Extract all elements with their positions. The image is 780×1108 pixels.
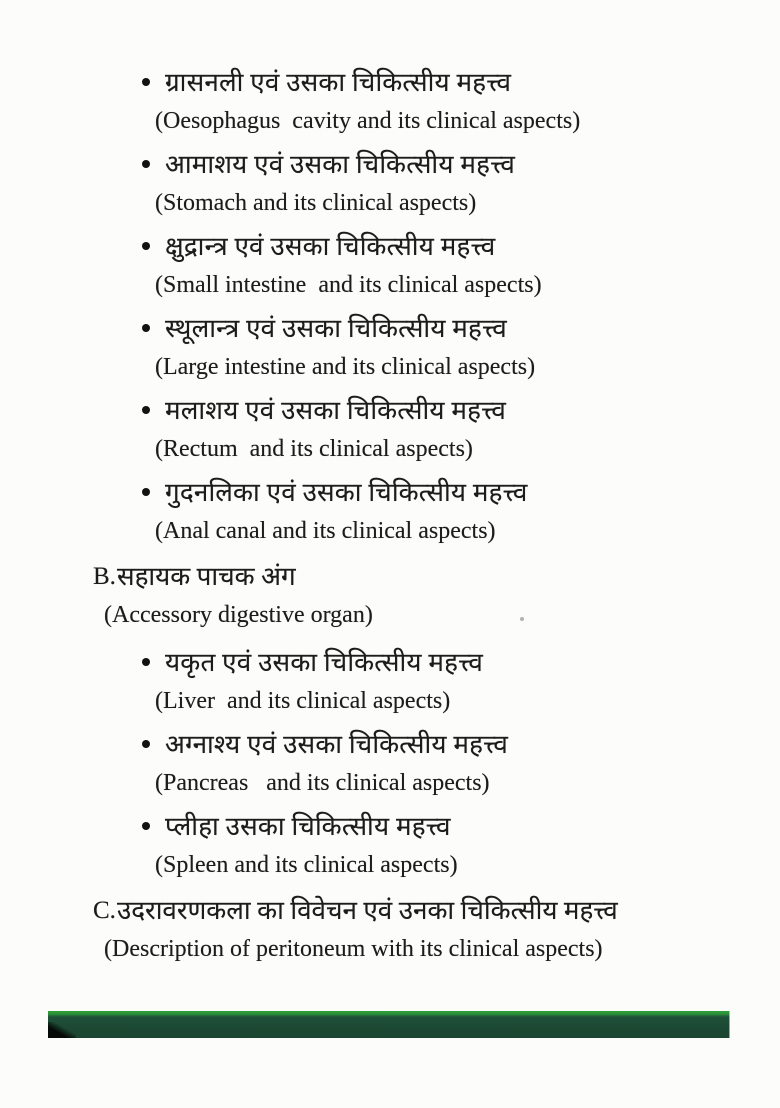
- topic-hindi: ग्रासनली एवं उसका चिकित्सीय महत्त्व: [165, 68, 512, 97]
- topic-english: (Small intestine and its clinical aspects): [155, 272, 542, 298]
- footer-green-bar: [48, 1011, 730, 1038]
- section-letter: B.: [93, 563, 116, 590]
- section-title-hindi: सहायक पाचक अंग: [117, 562, 296, 591]
- section-title-english: (Accessory digestive organ): [104, 602, 373, 628]
- topic-hindi: आमाशय एवं उसका चिकित्सीय महत्त्व: [165, 150, 515, 179]
- topic-english: (Oesophagus cavity and its clinical aspects): [155, 108, 581, 134]
- bullet-icon: [142, 658, 150, 666]
- topic-english: (Rectum and its clinical aspects): [155, 436, 473, 462]
- topic-english: (Large intestine and its clinical aspects): [155, 354, 536, 380]
- topic-english: (Liver and its clinical aspects): [155, 688, 451, 714]
- list-item: [0, 644, 780, 720]
- list-item: [0, 310, 780, 386]
- bullet-icon: [142, 822, 150, 830]
- topic-hindi: स्थूलान्त्र एवं उसका चिकित्सीय महत्त्व: [165, 314, 507, 343]
- topic-hindi: प्लीहा उसका चिकित्सीय महत्त्व: [165, 812, 451, 841]
- topic-hindi: यकृत एवं उसका चिकित्सीय महत्त्व: [165, 648, 484, 677]
- bullet-icon: [142, 740, 150, 748]
- bullet-icon: [142, 242, 150, 250]
- bullet-icon: [142, 78, 150, 86]
- section-b-heading: [0, 558, 780, 596]
- syllabus-topic-list: [0, 64, 780, 968]
- scan-speck: [520, 617, 524, 621]
- list-item: [0, 392, 780, 468]
- bullet-icon: [142, 406, 150, 414]
- topic-english: (Anal canal and its clinical aspects): [155, 518, 496, 544]
- list-item: [0, 808, 780, 884]
- topic-english: (Stomach and its clinical aspects): [155, 190, 477, 216]
- bullet-icon: [142, 324, 150, 332]
- section-title-english: (Description of peritoneum with its clinical aspects): [104, 936, 603, 962]
- topic-english: (Spleen and its clinical aspects): [155, 852, 458, 878]
- section-c: [0, 892, 780, 968]
- bullet-icon: [142, 488, 150, 496]
- section-c-heading: [0, 892, 780, 930]
- list-item: [0, 228, 780, 304]
- list-item: [0, 474, 780, 550]
- topic-hindi: मलाशय एवं उसका चिकित्सीय महत्त्व: [165, 396, 507, 425]
- section-b: [0, 558, 780, 884]
- list-item: [0, 146, 780, 222]
- list-item: [0, 64, 780, 140]
- list-item: [0, 726, 780, 802]
- topic-english: (Pancreas and its clinical aspects): [155, 770, 490, 796]
- section-b-items: [0, 644, 780, 884]
- topic-hindi: अग्नाश्य एवं उसका चिकित्सीय महत्त्व: [165, 730, 509, 759]
- topic-hindi: गुदनलिका एवं उसका चिकित्सीय महत्त्व: [165, 478, 528, 507]
- topic-hindi: क्षुद्रान्त्र एवं उसका चिकित्सीय महत्त्व: [165, 232, 496, 261]
- section-title-hindi: उदरावरणकला का विवेचन एवं उनका चिकित्सीय महत्त्व: [117, 896, 618, 925]
- bullet-icon: [142, 160, 150, 168]
- section-letter: C.: [93, 897, 116, 924]
